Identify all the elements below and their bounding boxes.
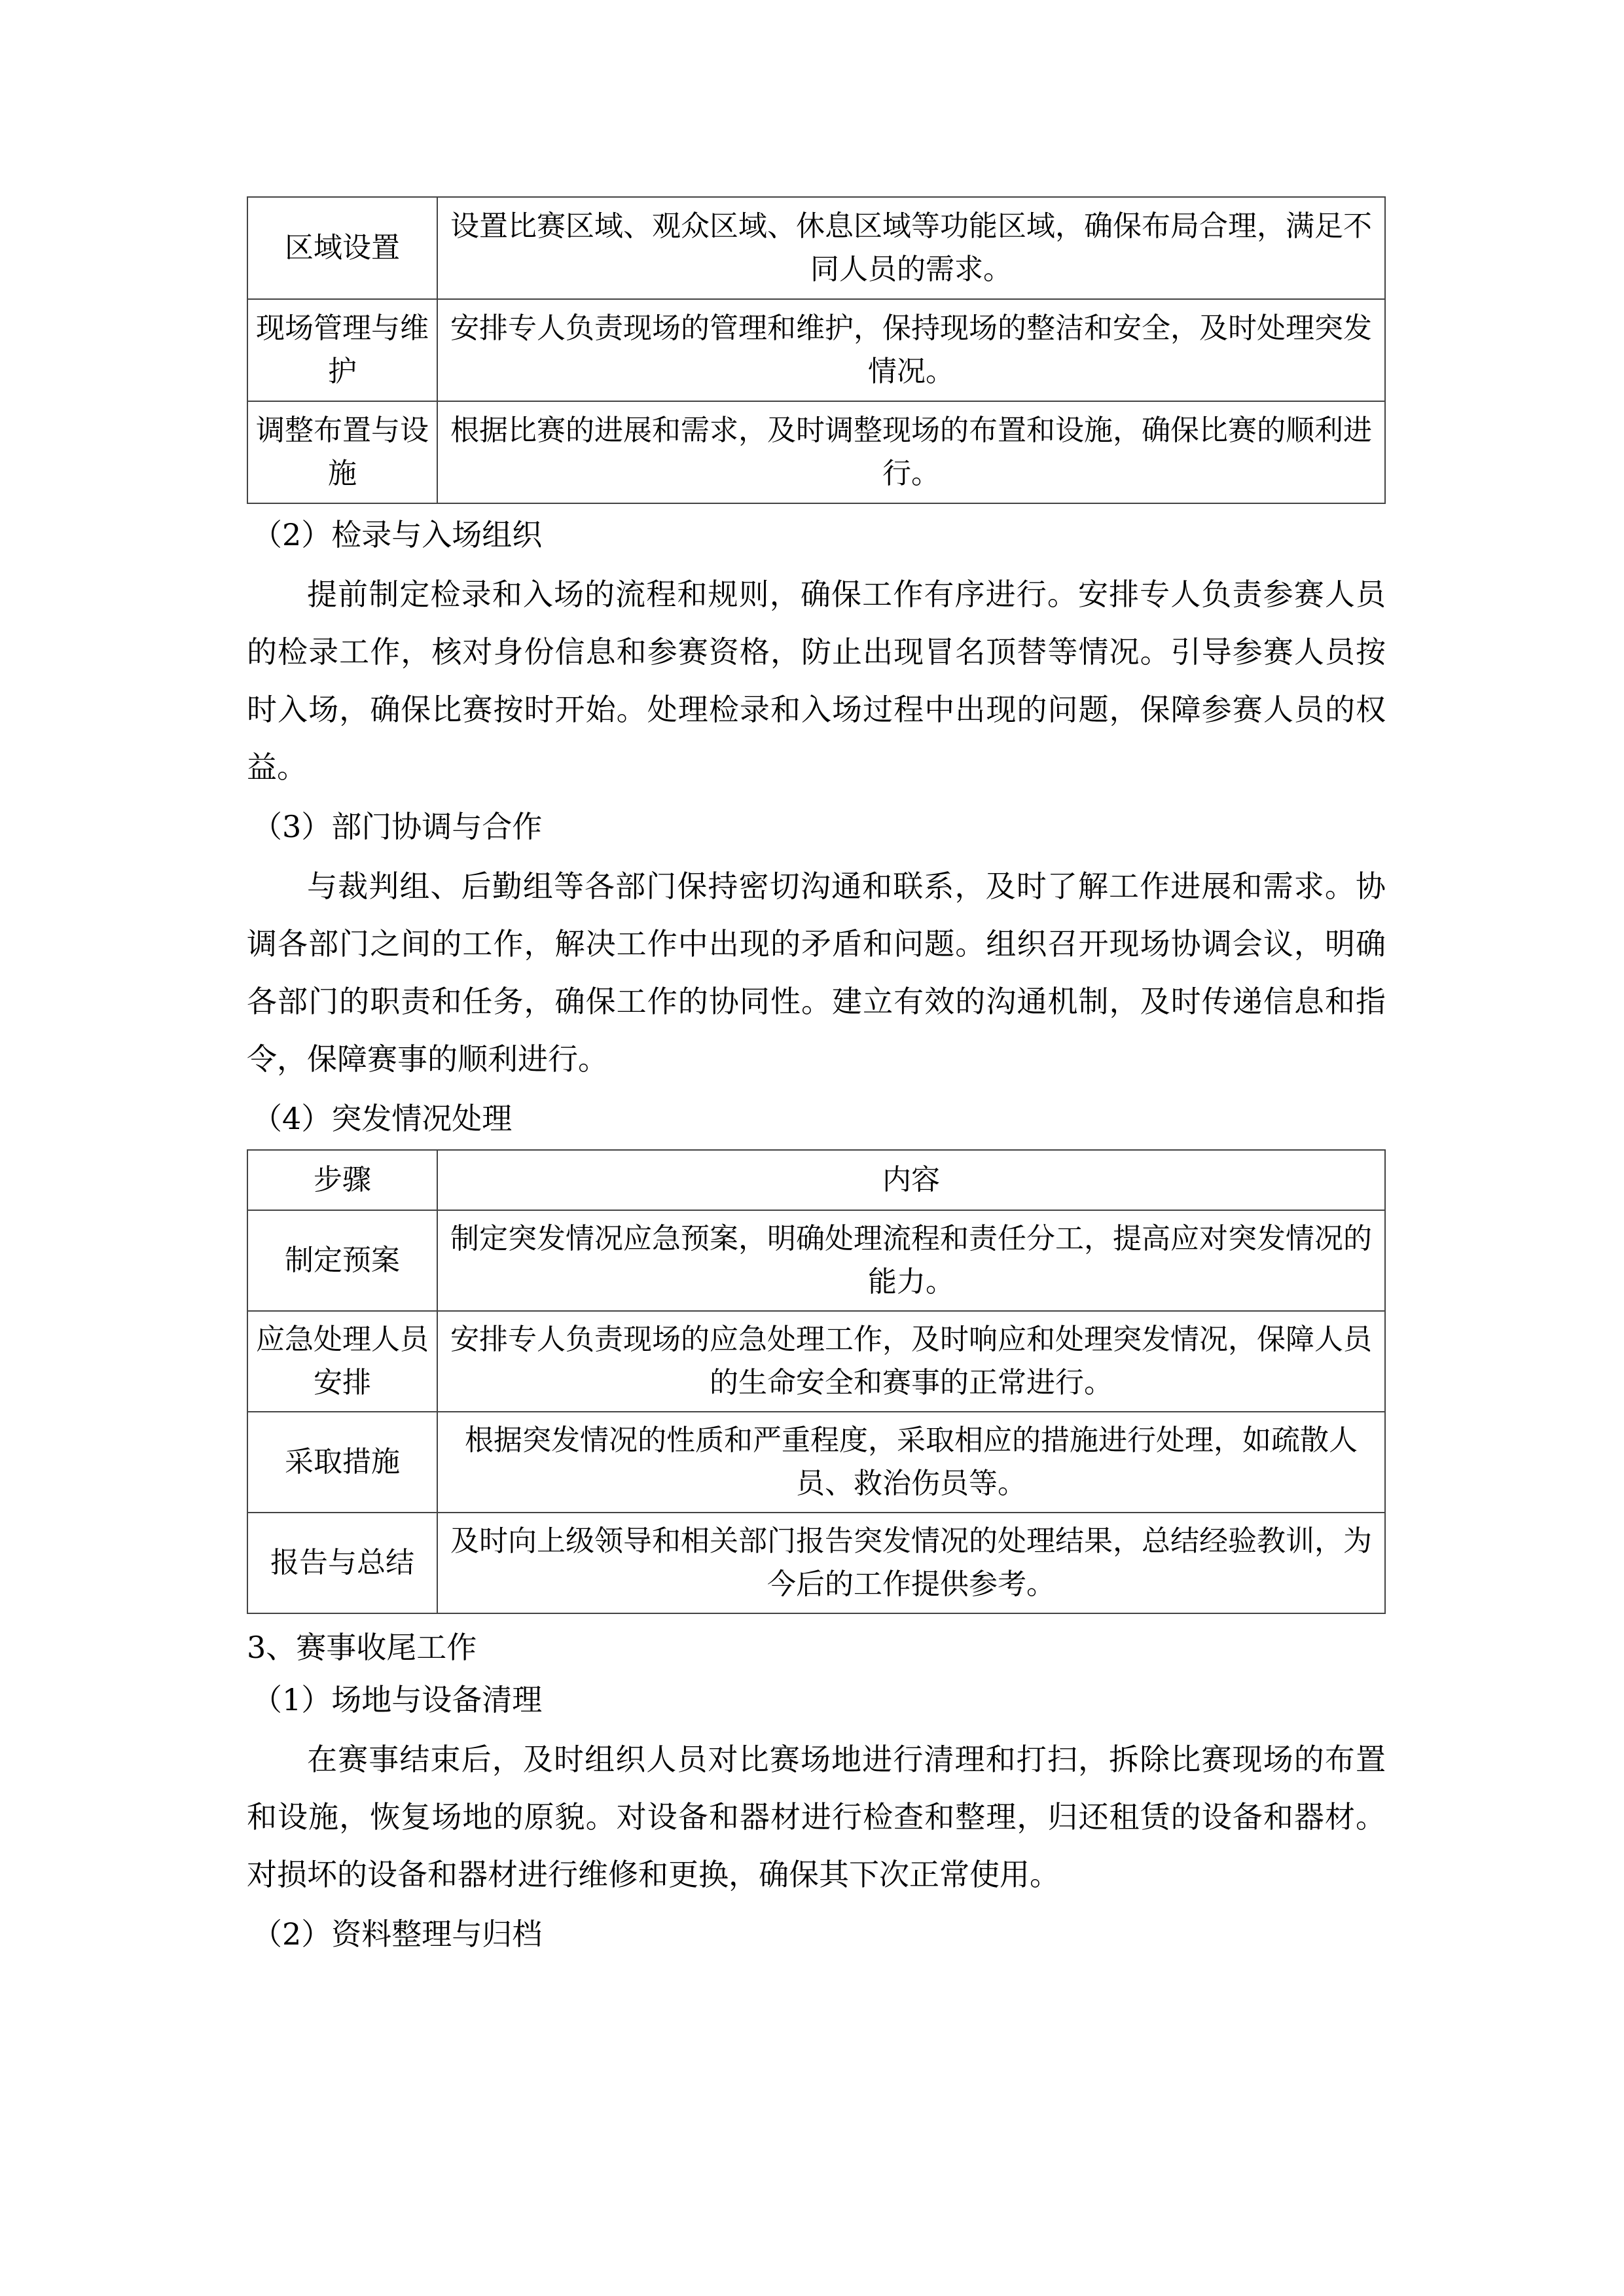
table-row bbox=[247, 1210, 1385, 1311]
section-heading-checkin: （2）检录与入场组织 bbox=[252, 517, 543, 552]
section-heading-coordination: （3）部门协调与合作 bbox=[252, 809, 543, 844]
section-heading-archiving: （2）资料整理与归档 bbox=[252, 1916, 543, 1952]
table-cell-text: 安排专人负责现场的管理和维护，保持现场的整洁和安全，及时处理突发情况。 bbox=[437, 299, 1385, 401]
table-cell-label: 区域设置 bbox=[247, 197, 437, 299]
section-heading-emergency: （4）突发情况处理 bbox=[252, 1101, 513, 1136]
table-cell-text: 根据比赛的进展和需求，及时调整现场的布置和设施，确保比赛的顺利进行。 bbox=[437, 401, 1385, 503]
table-cell-text: 根据突发情况的性质和严重程度，采取相应的措施进行处理，如疏散人员、救治伤员等。 bbox=[437, 1412, 1385, 1513]
table-cell-text: 安排专人负责现场的应急处理工作，及时响应和处理突发情况，保障人员的生命安全和赛事的正常进行。 bbox=[437, 1311, 1385, 1412]
table-row bbox=[247, 1412, 1385, 1513]
paragraph-checkin: 提前制定检录和入场的流程和规则，确保工作有序进行。安排专人负责参赛人员的检录工作，核对身份信息和参赛资格，防止出现冒名顶替等情况。引导参赛人员按时入场，确保比赛按时开始。处理检录和入场过程中出现的问题，保障参赛人员的权益。 bbox=[247, 577, 1386, 785]
table-row bbox=[247, 1311, 1385, 1412]
venue-layout-table bbox=[247, 196, 1386, 504]
table-cell-label: 现场管理与维护 bbox=[247, 299, 437, 401]
table-cell-label: 报告与总结 bbox=[247, 1513, 437, 1613]
paragraph-cleanup: 在赛事结束后，及时组织人员对比赛场地进行清理和打扫，拆除比赛现场的布置和设施，恢复场地的原貌。对设备和器材进行检查和整理，归还租赁的设备和器材。对损坏的设备和器材进行维修和更换，确保其下次正常使用。 bbox=[247, 1742, 1386, 1892]
paragraph-coordination: 与裁判组、后勤组等各部门保持密切沟通和联系，及时了解工作进展和需求。协调各部门之间的工作，解决工作中出现的矛盾和问题。组织召开现场协调会议，明确各部门的职责和任务，确保工作的协同性。建立有效的沟通机制，及时传递信息和指令，保障赛事的顺利进行。 bbox=[247, 869, 1386, 1077]
section-title-wrapup: 3、赛事收尾工作 bbox=[247, 1630, 477, 1665]
table-cell-label: 制定预案 bbox=[247, 1210, 437, 1311]
table-cell-text: 及时向上级领导和相关部门报告突发情况的处理结果，总结经验教训，为今后的工作提供参考。 bbox=[437, 1513, 1385, 1613]
table-header-row bbox=[247, 1150, 1385, 1210]
table-row bbox=[247, 299, 1385, 401]
table-row bbox=[247, 401, 1385, 503]
section-heading-cleanup: （1）场地与设备清理 bbox=[252, 1682, 543, 1717]
table-cell-label: 调整布置与设施 bbox=[247, 401, 437, 503]
table-row bbox=[247, 197, 1385, 299]
table-cell-label: 应急处理人员安排 bbox=[247, 1311, 437, 1412]
table-header-content: 内容 bbox=[437, 1150, 1385, 1210]
emergency-table bbox=[247, 1149, 1386, 1614]
table-cell-label: 采取措施 bbox=[247, 1412, 437, 1513]
table-row bbox=[247, 1513, 1385, 1613]
document-content bbox=[247, 196, 1386, 1965]
table-header-step: 步骤 bbox=[247, 1150, 437, 1210]
table-cell-text: 设置比赛区域、观众区域、休息区域等功能区域，确保布局合理，满足不同人员的需求。 bbox=[437, 197, 1385, 299]
table-cell-text: 制定突发情况应急预案，明确处理流程和责任分工，提高应对突发情况的能力。 bbox=[437, 1210, 1385, 1311]
